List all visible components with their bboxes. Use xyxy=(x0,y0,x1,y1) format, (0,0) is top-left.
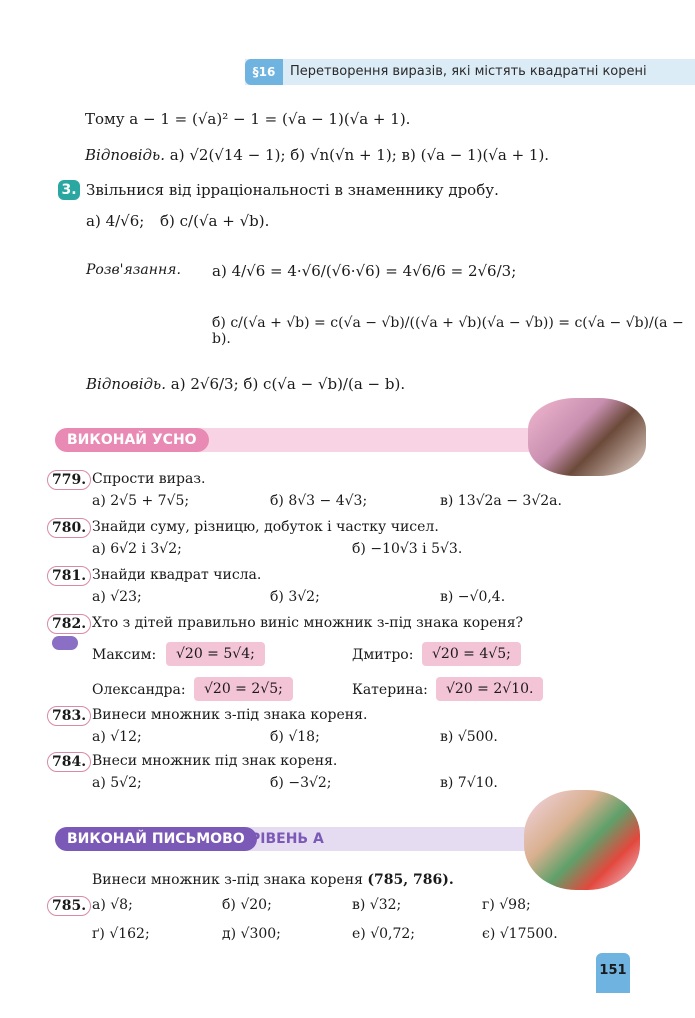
task-number: 784. xyxy=(47,752,91,772)
task-text: Спрости вираз. xyxy=(92,471,206,487)
answer-label: Відповідь. xyxy=(85,146,165,164)
task-item: е) √0,72; xyxy=(352,926,416,942)
task-text: Знайди квадрат числа. xyxy=(92,567,262,583)
task-item: а) 6√2 і 3√2; xyxy=(92,541,182,557)
task-number: 783. xyxy=(47,706,91,726)
task-item: а) 2√5 + 7√5; xyxy=(92,493,190,509)
task-item: в) √32; xyxy=(352,897,402,913)
task-item: в) −√0,4. xyxy=(440,589,506,605)
task-number: 780. xyxy=(47,518,91,538)
person-name: Олександра: xyxy=(92,682,186,698)
level-label: РІВЕНЬ А xyxy=(250,831,324,847)
page-number: 151 xyxy=(596,953,630,993)
task-item: є) √17500. xyxy=(482,926,558,942)
students-photo xyxy=(524,790,640,890)
written-section-title: ВИКОНАЙ ПИСЬМОВО xyxy=(55,827,257,851)
task-item: б) 8√3 − 4√3; xyxy=(270,493,368,509)
solution-b: б) c/(√a + √b) = c(√a − √b)/((√a + √b)(√a − √b)) = c(√a − √b)/(a − b). xyxy=(212,315,684,347)
person-expr: √20 = 2√5; xyxy=(194,677,293,701)
intro-answer xyxy=(85,146,549,164)
discussion-icon xyxy=(52,636,78,650)
answer-text: а) √2(√14 − 1); б) √n(√n + 1); в) (√a − 1)(√a + 1). xyxy=(169,146,550,164)
example-number: 3. xyxy=(58,180,80,200)
task-item: б) −3√2; xyxy=(270,775,332,791)
task-item: а) √23; xyxy=(92,589,142,605)
person-name: Катерина: xyxy=(352,682,428,698)
solution-label: Розв'язання. xyxy=(86,262,181,278)
section-title: Перетворення виразів, які містять квадратні корені xyxy=(290,64,647,79)
task-text: Внеси множник під знак кореня. xyxy=(92,753,338,769)
task-item: а) √8; xyxy=(92,897,133,913)
task-number: 781. xyxy=(47,566,91,586)
task-number: 779. xyxy=(47,470,91,490)
answer-text: а) 2√6/3; б) c(√a − √b)/(a − b). xyxy=(170,375,406,393)
task-text: Винеси множник з-під знака кореня. xyxy=(92,707,368,723)
example-task-a: а) 4/√6; xyxy=(86,212,145,230)
answer-label: Відповідь. xyxy=(86,375,166,393)
task-item: б) √18; xyxy=(270,729,320,745)
task-item: б) 3√2; xyxy=(270,589,320,605)
task-item: в) √500. xyxy=(440,729,498,745)
written-intro-ref: (785, 786). xyxy=(367,872,454,888)
task-item: в) 7√10. xyxy=(440,775,498,791)
oral-section-title: ВИКОНАЙ УСНО xyxy=(55,428,209,452)
example-answer xyxy=(86,375,405,393)
task-number: 782. xyxy=(47,614,91,634)
task-item: в) 13√2a − 3√2a. xyxy=(440,493,562,509)
written-intro xyxy=(92,872,454,888)
example-task-b: б) c/(√a + √b). xyxy=(160,212,270,230)
task-text: Хто з дітей правильно виніс множник з-під знака кореня? xyxy=(92,615,524,631)
person-expr: √20 = 4√5; xyxy=(422,642,521,666)
task-text: Знайди суму, різницю, добуток і частку чисел. xyxy=(92,519,439,535)
task-item: б) √20; xyxy=(222,897,272,913)
task-number: 785. xyxy=(47,896,91,916)
task-item: б) −10√3 і 5√3. xyxy=(352,541,463,557)
task-item: а) 5√2; xyxy=(92,775,142,791)
solution-a: а) 4/√6 = 4·√6/(√6·√6) = 4√6/6 = 2√6/3; xyxy=(212,262,517,280)
task-item: д) √300; xyxy=(222,926,281,942)
written-intro-text: Винеси множник з-під знака кореня xyxy=(92,872,363,888)
task-item: ґ) √162; xyxy=(92,926,150,942)
person-expr: √20 = 2√10. xyxy=(436,677,543,701)
person-expr: √20 = 5√4; xyxy=(166,642,265,666)
person-name: Дмитро: xyxy=(352,647,414,663)
task-item: г) √98; xyxy=(482,897,531,913)
section-tag: §16 xyxy=(245,59,283,85)
person-name: Максим: xyxy=(92,647,157,663)
children-photo xyxy=(528,398,646,476)
example-title: Звільнися від ірраціональності в знаменнику дробу. xyxy=(86,181,499,199)
task-item: а) √12; xyxy=(92,729,142,745)
intro-line: Тому a − 1 = (√a)² − 1 = (√a − 1)(√a + 1). xyxy=(85,110,411,128)
